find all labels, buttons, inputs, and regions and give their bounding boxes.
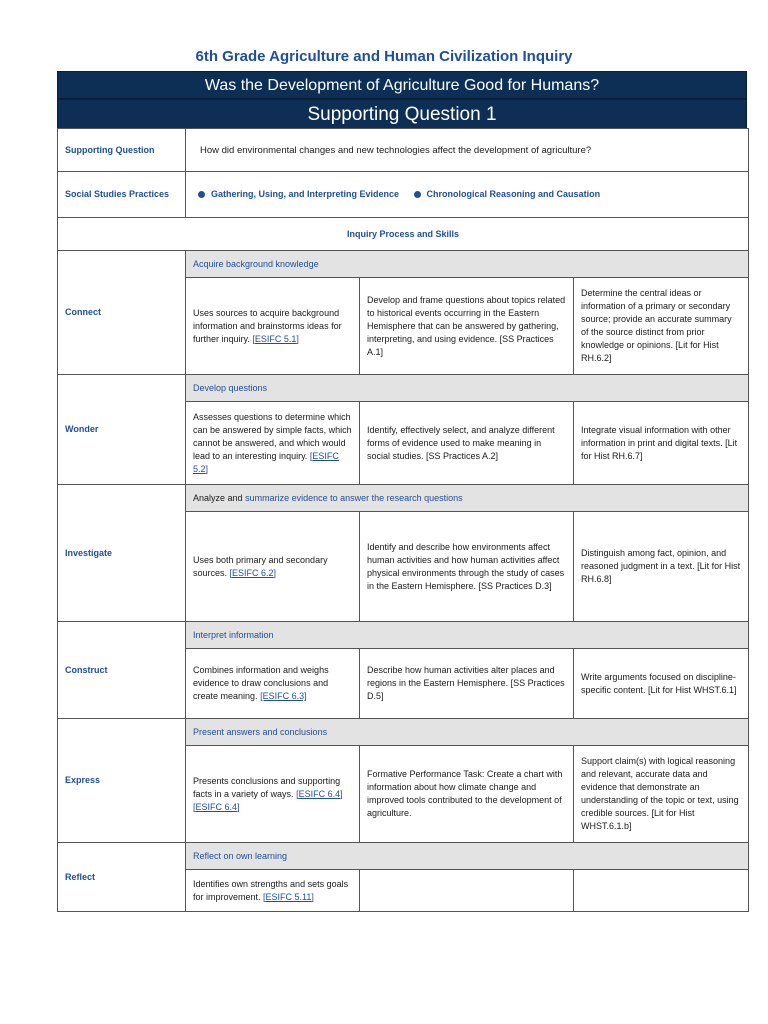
esifc-link[interactable]: [ESIFC 5.11] bbox=[263, 891, 314, 902]
esifc-link[interactable]: [ESIFC 6.3] bbox=[260, 691, 307, 701]
skill-cell bbox=[574, 870, 749, 912]
skill-cell: Describe how human activities alter places and regions in the Eastern Hemisphere. [SS Practices D.5] bbox=[360, 649, 574, 719]
practices-label: Social Studies Practices bbox=[58, 172, 186, 218]
supporting-question-row bbox=[58, 129, 749, 172]
inquiry-question-banner: Was the Development of Agriculture Good for Humans? bbox=[57, 71, 747, 99]
practices-list bbox=[186, 172, 749, 218]
stage-construct: Construct bbox=[58, 622, 186, 719]
stage-investigate: Investigate bbox=[58, 485, 186, 622]
esifc-link[interactable]: [ESIFC 6.4] bbox=[193, 801, 240, 812]
bullet-icon bbox=[198, 191, 205, 198]
skill-cell: Uses both primary and secondary sources. [ESIFC 6.2] bbox=[186, 512, 360, 622]
inquiry-table bbox=[57, 128, 749, 912]
practice-item: Chronological Reasoning and Causation bbox=[426, 189, 601, 199]
practices-row bbox=[58, 172, 749, 218]
skill-cell: Identify and describe how environments affect human activities and how human activities affect physical environments through the study of cases in the Eastern Hemisphere. [SS Practices D.3] bbox=[360, 512, 574, 622]
skill-cell: Develop and frame questions about topics related to historical events occurring in the Eastern Hemisphere that can be answered by gathering, interpreting, and using evidence. [SS Practices A.1] bbox=[360, 278, 574, 375]
esifc-link[interactable]: [ESIFC 6.4] bbox=[296, 788, 343, 799]
stage-connect: Connect bbox=[58, 251, 186, 375]
practice-item: Gathering, Using, and Interpreting Evidence bbox=[211, 189, 400, 199]
skill-cell: Write arguments focused on discipline-specific content. [Lit for Hist WHST.6.1] bbox=[574, 649, 749, 719]
skill-cell: Integrate visual information with other information in print and digital texts. [Lit for Hist RH.6.7] bbox=[574, 402, 749, 485]
stage-wonder: Wonder bbox=[58, 375, 186, 485]
esifc-link[interactable]: [ESIFC 6.2] bbox=[229, 567, 277, 578]
skill-cell: Distinguish among fact, opinion, and reasoned judgment in a text. [Lit for Hist RH.6.8] bbox=[574, 512, 749, 622]
stage-bar: Analyze and summarize evidence to answer the research questions bbox=[186, 485, 749, 512]
supporting-question-banner: Supporting Question 1 bbox=[57, 99, 747, 129]
skill-cell bbox=[360, 870, 574, 912]
stage-bar: Reflect on own learning bbox=[186, 843, 749, 870]
esifc-link[interactable]: [ESIFC 5.1] bbox=[252, 333, 299, 344]
supporting-question-label: Supporting Question bbox=[58, 129, 186, 172]
skill-cell: Support claim(s) with logical reasoning and relevant, accurate data and evidence that demonstrate an understanding of the topic or text, using credible sources. [Lit for Hist WHST.6.1.b] bbox=[574, 746, 749, 843]
stage-express: Express bbox=[58, 719, 186, 843]
skill-cell: Identifies own strengths and sets goals for improvement. [ESIFC 5.11] bbox=[186, 870, 360, 912]
skill-cell: Presents conclusions and supporting facts in a variety of ways. [ESIFC 6.4] [ESIFC 6.4] bbox=[186, 746, 360, 843]
bullet-icon bbox=[414, 191, 421, 198]
skill-cell: Uses sources to acquire background information and brainstorms ideas for further inquiry. [ESIFC 5.1] bbox=[186, 278, 360, 375]
document-title: 6th Grade Agriculture and Human Civilization Inquiry bbox=[195, 48, 573, 65]
process-heading: Inquiry Process and Skills bbox=[58, 218, 749, 251]
skill-cell: Assesses questions to determine which can be answered by simple facts, which cannot be answered, and which would lead to an interesting inquiry. [ESIFC 5.2] bbox=[186, 402, 360, 485]
skill-cell: Identify, effectively select, and analyze different forms of evidence used to make meaning in social studies. [SS Practices A.2] bbox=[360, 402, 574, 485]
skill-cell: Combines information and weighs evidence to draw conclusions and create meaning. [ESIFC 6.3] bbox=[186, 649, 360, 719]
stage-bar: Interpret information bbox=[186, 622, 749, 649]
skill-cell: Determine the central ideas or information of a primary or secondary source; provide an accurate summary of the source distinct from prior knowledge or opinions. [Lit for Hist RH.6.2] bbox=[574, 278, 749, 375]
stage-bar: Develop questions bbox=[186, 375, 749, 402]
esifc-link[interactable]: [ESIFC 5.2] bbox=[193, 450, 339, 474]
supporting-question-text: How did environmental changes and new technologies affect the development of agriculture? bbox=[186, 129, 749, 172]
skill-cell: Formative Performance Task: Create a chart with information about how climate change and improved tools contributed to the development of agriculture. bbox=[360, 746, 574, 843]
stage-bar: Acquire background knowledge bbox=[186, 251, 749, 278]
stage-bar: Present answers and conclusions bbox=[186, 719, 749, 746]
process-heading-row bbox=[58, 218, 749, 251]
stage-reflect: Reflect bbox=[58, 843, 186, 912]
